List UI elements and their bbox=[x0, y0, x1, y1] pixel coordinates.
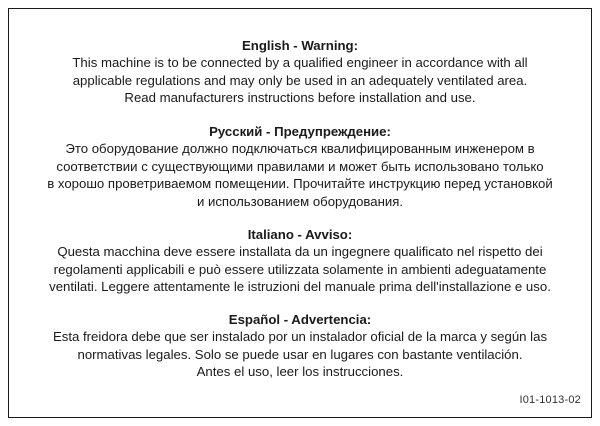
italian-warning-line: regolamenti applicabili e può essere utilizzata solamente in ambienti adeguatamente bbox=[53, 261, 547, 277]
english-warning-title: English - Warning: bbox=[242, 38, 358, 53]
russian-warning-section bbox=[9, 123, 591, 210]
russian-warning-line: и использованием оборудования. bbox=[196, 193, 404, 209]
spanish-warning-line: Antes el uso, leer los instrucciones. bbox=[196, 364, 404, 380]
italian-warning-line: Questa macchina deve essere installata da un ingegnere qualificato nel rispetto dei bbox=[57, 244, 543, 260]
english-warning-line: This machine is to be connected by a qualified engineer in accordance with all bbox=[72, 55, 528, 71]
russian-warning-line: Это оборудование должно подключаться квалифицированным инженером в bbox=[65, 141, 535, 157]
spanish-warning-section bbox=[9, 311, 591, 381]
spanish-warning-title: Español - Advertencia: bbox=[228, 312, 372, 327]
document-code: I01-1013-02 bbox=[519, 394, 581, 406]
english-warning-line: applicable regulations and may only be used in an adequately ventilated area. bbox=[72, 72, 528, 88]
italian-warning-section bbox=[9, 226, 591, 296]
russian-warning-line: соответствии с существующими правилами и может быть использовано только bbox=[56, 158, 544, 174]
italian-warning-title: Italiano - Avviso: bbox=[247, 227, 353, 242]
russian-warning-title: Русский - Предупреждение: bbox=[209, 124, 391, 139]
spanish-warning-line: normativas legales. Solo se puede usar en lugares con bastante ventilación. bbox=[77, 346, 523, 362]
spanish-warning-line: Esta freidora debe que ser instalado por un instalador oficial de la marca y según las bbox=[52, 329, 548, 345]
russian-warning-line: в хорошо проветриваемом помещении. Прочитайте инструкцию перед установкой bbox=[47, 176, 553, 192]
warning-label bbox=[8, 8, 592, 418]
italian-warning-line: ventilati. Leggere attentamente le istruzioni del manuale prima dell'installazione e uso. bbox=[49, 279, 551, 295]
english-warning-section bbox=[9, 37, 591, 107]
english-warning-line: Read manufacturers instructions before installation and use. bbox=[124, 90, 476, 106]
